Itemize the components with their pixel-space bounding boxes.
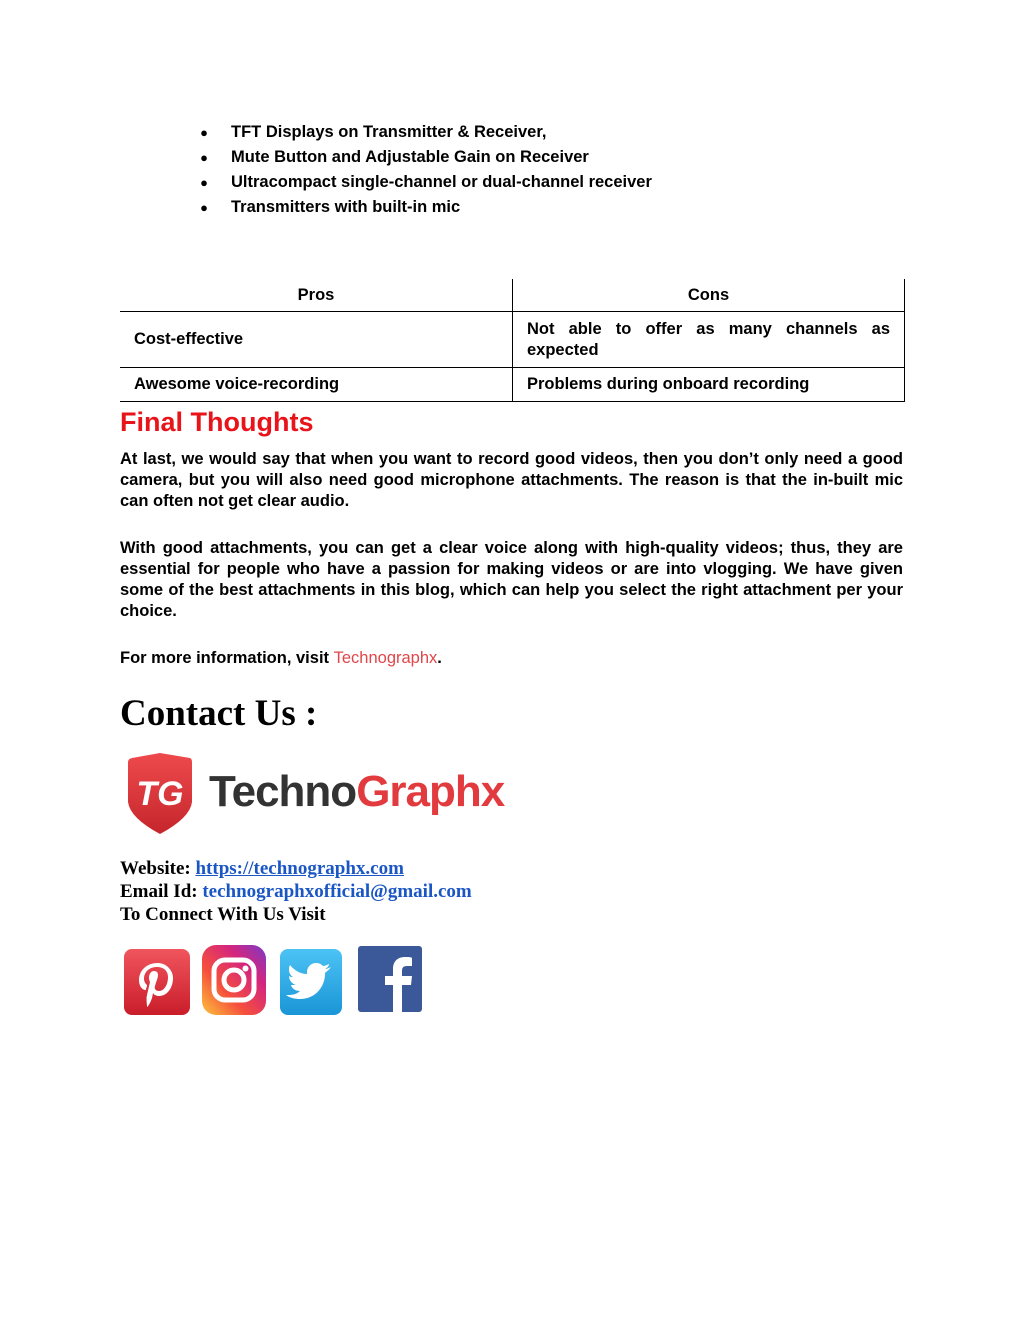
website-row: Website: https://technographx.com (120, 858, 404, 879)
list-item: ● TFT Displays on Transmitter & Receiver, (198, 120, 652, 145)
bullet-icon: ● (200, 125, 208, 140)
facebook-icon[interactable] (357, 945, 423, 1017)
table-cell: Awesome voice-recording (120, 368, 513, 402)
logo-monogram: TG (136, 775, 184, 813)
technographx-link[interactable]: Technographx (333, 649, 438, 667)
connect-text: To Connect With Us Visit (120, 904, 326, 925)
pinterest-icon[interactable] (123, 945, 191, 1017)
list-item: ● Ultracompact single-channel or dual-channel receiver (198, 170, 652, 195)
email-link[interactable]: technographxofficial@gmail.com (202, 881, 472, 902)
twitter-icon[interactable] (279, 945, 343, 1017)
list-item: ● Transmitters with built-in mic (198, 195, 652, 220)
table-cell: Problems during onboard recording (513, 368, 905, 402)
contact-info (120, 857, 472, 926)
contact-us-heading: Contact Us : (120, 693, 318, 734)
cons-header: Cons (513, 279, 905, 312)
list-item: ● Mute Button and Adjustable Gain on Receiver (198, 145, 652, 170)
bullet-icon: ● (200, 150, 208, 165)
logo-wordmark: TechnoGraphx (209, 767, 505, 816)
feature-list (198, 120, 652, 220)
bullet-icon: ● (200, 200, 208, 215)
table-row (120, 312, 905, 368)
bullet-icon: ● (200, 175, 208, 190)
technographx-logo (124, 752, 504, 836)
pros-cons-table (120, 279, 905, 402)
shield-icon (124, 752, 196, 836)
table-header-row (120, 279, 905, 312)
paragraph: With good attachments, you can get a clear voice along with high-quality videos; thus, they are essential for people who have a passion for making videos or are into vlogging. We have given some of the best attachments in this blog, which can help you select the right attachment per your choice. (120, 539, 903, 620)
table-cell: Not able to offer as many channels as expected (513, 312, 905, 368)
email-row: Email Id: technographxofficial@gmail.com (120, 881, 472, 902)
paragraph: At last, we would say that when you want to record good videos, then you don’t only need a good camera, but you will also need good microphone attachments. The reason is that the in-built mic can often not get clear audio. (120, 450, 903, 510)
pros-header: Pros (120, 279, 513, 312)
table-cell: Cost-effective (120, 312, 513, 368)
final-thoughts-heading: Final Thoughts (120, 407, 314, 437)
table-row (120, 368, 905, 402)
website-link[interactable]: https://technographx.com (195, 858, 404, 879)
more-info-paragraph: For more information, visit Technographx. (120, 649, 442, 667)
instagram-icon[interactable] (201, 945, 267, 1017)
